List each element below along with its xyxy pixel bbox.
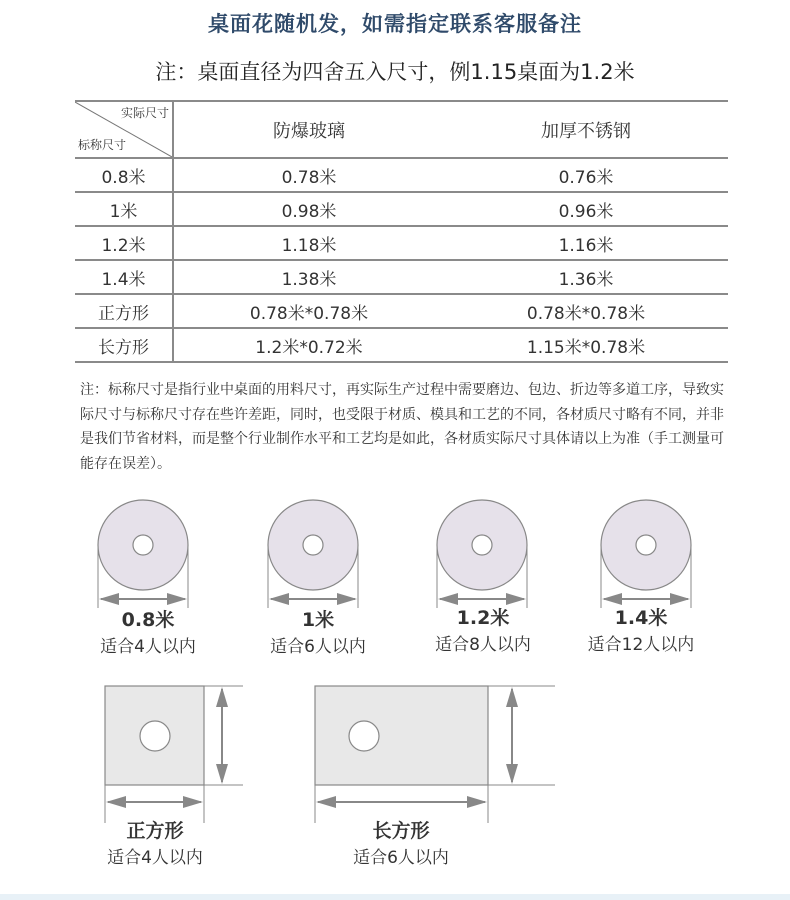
round-table-label: [571, 603, 711, 655]
page-subtitle: 注：桌面直径为四舍五入尺寸，例1.15桌面为1.2米: [155, 60, 635, 84]
table-cell: 0.78米: [173, 158, 444, 192]
size-label: 1.4米: [614, 607, 668, 629]
capacity-label: 适合12人以内: [587, 635, 695, 655]
row-label: 1.2米: [75, 226, 173, 260]
table-cell: 1.36米: [444, 260, 728, 294]
round-table-label: [413, 603, 553, 655]
table-cell: 1.15米*0.78米: [444, 328, 728, 362]
round-table-label: [78, 605, 218, 657]
table-row: [75, 260, 728, 294]
row-label: 长方形: [75, 328, 173, 362]
row-label: 0.8米: [75, 158, 173, 192]
table-row: [75, 192, 728, 226]
umbrella-hole-icon: [636, 535, 656, 555]
table-row: [75, 158, 728, 192]
capacity-label: 适合4人以内: [107, 848, 203, 868]
row-label: 正方形: [75, 294, 173, 328]
table-cell: 1.18米: [173, 226, 444, 260]
size-note: 注：标称尺寸是指行业中桌面的用料尺寸，再实际生产过程中需要磨边、包边、折边等多道工序，导致实际尺寸与标称尺寸存在些许差距，同时，也受限于材质、模具和工艺的不同，各材质尺寸略有不同，并非是我们节省材料，而是整个行业制作水平和工艺均是如此，各材质实际尺寸具体请以上为准（手工测量可能存在误差）。: [80, 382, 724, 472]
umbrella-hole-icon: [472, 535, 492, 555]
table-row: [75, 328, 728, 362]
corner-label-actual: 实际尺寸: [120, 106, 169, 120]
table-cell: 1.16米: [444, 226, 728, 260]
capacity-label: 适合6人以内: [270, 637, 366, 657]
row-label: 1米: [75, 192, 173, 226]
table-cell: 1.38米: [173, 260, 444, 294]
table-cell: 0.78米*0.78米: [173, 294, 444, 328]
page-title: 桌面花随机发，如需指定联系客服备注: [208, 12, 582, 36]
table-cell: 0.78米*0.78米: [444, 294, 728, 328]
column-header: 防爆玻璃: [173, 101, 444, 158]
table-row: [75, 294, 728, 328]
table-cell: 0.76米: [444, 158, 728, 192]
capacity-label: 适合6人以内: [353, 848, 449, 868]
bottom-band: [0, 894, 790, 900]
size-label: 1米: [301, 609, 335, 631]
shape-label: 长方形: [372, 820, 430, 842]
umbrella-hole-icon: [303, 535, 323, 555]
table-cell: 0.98米: [173, 192, 444, 226]
umbrella-hole-icon: [140, 721, 170, 751]
size-label: 1.2米: [456, 607, 510, 629]
umbrella-hole-icon: [349, 721, 379, 751]
table-header-row: [75, 101, 728, 158]
capacity-label: 适合4人以内: [100, 637, 196, 657]
table-row: [75, 226, 728, 260]
table-cell: 1.2米*0.72米: [173, 328, 444, 362]
rectangle-table-label: [331, 816, 471, 868]
shape-label: 正方形: [126, 820, 184, 842]
corner-cell: [75, 101, 173, 158]
square-table-label: [85, 816, 225, 868]
umbrella-hole-icon: [133, 535, 153, 555]
capacity-label: 适合8人以内: [435, 635, 531, 655]
size-table: [75, 100, 728, 363]
column-header: 加厚不锈钢: [444, 101, 728, 158]
rectangle-table-diagram: [315, 686, 555, 823]
table-cell: 0.96米: [444, 192, 728, 226]
row-label: 1.4米: [75, 260, 173, 294]
corner-label-nominal: 标称尺寸: [78, 138, 127, 152]
size-label: 0.8米: [121, 609, 175, 631]
round-table-label: [248, 605, 388, 657]
square-table-diagram: [105, 686, 243, 823]
